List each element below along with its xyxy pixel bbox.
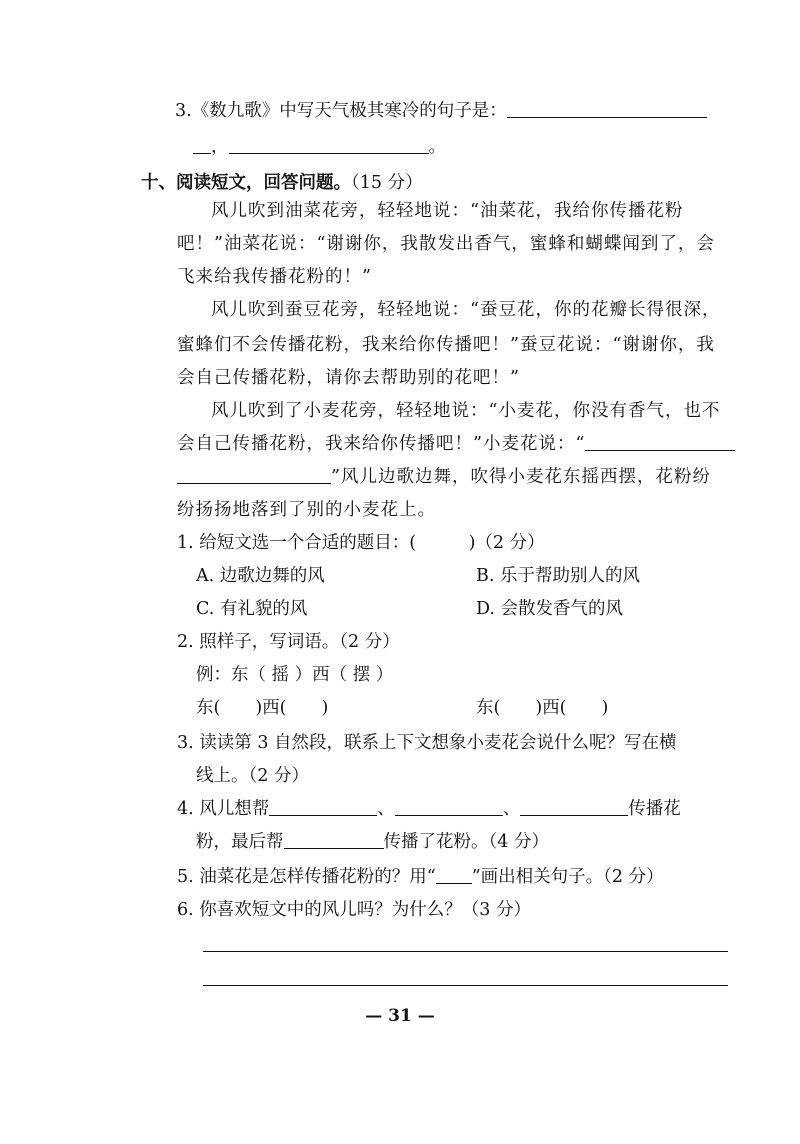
q1-option-c: C. 有礼貌的风 [196, 599, 308, 619]
question-3-line2: 线上。（2 分） [196, 766, 309, 786]
q3-answer-blank-3[interactable] [229, 135, 429, 154]
q1-option-d: D. 会散发香气的风 [476, 599, 624, 619]
passage-p1-line2: 吧！”油菜花说：“谢谢你，我散发出香气，蜜蜂和蝴蝶闻到了，会 [177, 234, 715, 254]
section-points: （15 分） [351, 173, 423, 193]
xiaomaihua-reply-blank-2[interactable] [177, 465, 331, 484]
q3-prefix: 3.《数九歌》中写天气极其寒冷的句子是： [175, 101, 507, 121]
q4-sep-2: 、 [502, 799, 521, 819]
passage-p3-line1: 风儿吹到了小麦花旁，轻轻地说：“小麦花，你没有香气，也不 [211, 401, 721, 421]
question-2: 2. 照样子，写词语。（2 分） [177, 632, 400, 652]
q5-prefix: 5. 油菜花是怎样传播花粉的？用“ [177, 867, 436, 887]
passage-p2-line1: 风儿吹到蚕豆花旁，轻轻地说：“蚕豆花，你的花瓣长得很深， [211, 300, 721, 320]
q4-suffix: 传播花 [628, 799, 681, 819]
q4-blank-3[interactable] [520, 797, 628, 816]
q6-answer-line-2[interactable] [203, 985, 728, 986]
question-4-line1 [177, 797, 681, 821]
section-title: 十、阅读短文，回答问题。 [141, 173, 351, 193]
q6-answer-line-1[interactable] [203, 951, 728, 952]
question-6: 6. 你喜欢短文中的风儿吗？为什么？（3 分） [177, 900, 531, 920]
question-1: 1. 给短文选一个合适的题目：( )（2 分） [177, 533, 545, 553]
passage-p3-line2 [177, 432, 735, 456]
q4-line2-prefix: 粉，最后帮 [196, 832, 284, 852]
q4-blank-2[interactable] [395, 797, 503, 816]
passage-p1-line3: 飞来给我传播花粉的！” [177, 267, 372, 287]
q3-answer-blank-2[interactable] [193, 135, 211, 154]
q4-blank-1[interactable] [269, 797, 377, 816]
q3-comma: ， [211, 137, 229, 157]
question-5 [177, 865, 664, 889]
q4-line2-suffix: 传播了花粉。（4 分） [383, 832, 549, 852]
passage-p3-line3 [177, 465, 711, 489]
q2-example: 例：东（ 摇 ）西（ 摆 ） [196, 665, 394, 685]
xiaomaihua-reply-blank-1[interactable] [585, 432, 735, 451]
q3-line1 [175, 99, 707, 123]
q3-line2 [193, 135, 446, 159]
passage-p1-line1: 风儿吹到油菜花旁，轻轻地说：“油菜花，我给你传播花粉 [211, 201, 684, 221]
q5-underline-sample [436, 865, 472, 884]
q4-blank-4[interactable] [284, 830, 384, 849]
question-3-line1: 3. 读读第 3 自然段，联系上下文想象小麦花会说什么呢？写在横 [177, 733, 677, 753]
page-number: — 31 — [365, 1006, 435, 1026]
passage-p3-line2-text: 会自己传播花粉，我来给你传播吧！”小麦花说：“ [177, 434, 586, 454]
q4-sep-1: 、 [377, 799, 395, 819]
section-heading [141, 171, 423, 195]
passage-p3-line3-text: ”风儿边歌边舞，吹得小麦花东摇西摆，花粉纷 [331, 467, 711, 487]
q1-option-b: B. 乐于帮助别人的风 [476, 566, 640, 586]
q4-prefix: 4. 风儿想帮 [177, 799, 270, 819]
q2-blank-group-2[interactable]: 东( )西( ) [476, 698, 609, 718]
q5-suffix: ”画出相关句子。（2 分） [471, 867, 664, 887]
q3-period: 。 [428, 137, 446, 157]
q2-blank-group-1[interactable]: 东( )西( ) [196, 698, 329, 718]
q3-answer-blank-1[interactable] [507, 99, 707, 118]
question-4-line2 [196, 830, 549, 854]
q1-option-a: A. 边歌边舞的风 [196, 566, 325, 586]
passage-p2-line2: 蜜蜂们不会传播花粉，我来给你传播吧！”蚕豆花说：“谢谢你，我 [177, 335, 715, 355]
passage-p2-line3: 会自己传播花粉，请你去帮助别的花吧！” [177, 368, 520, 388]
passage-p3-line4: 纷扬扬地落到了别的小麦花上。 [177, 500, 436, 520]
